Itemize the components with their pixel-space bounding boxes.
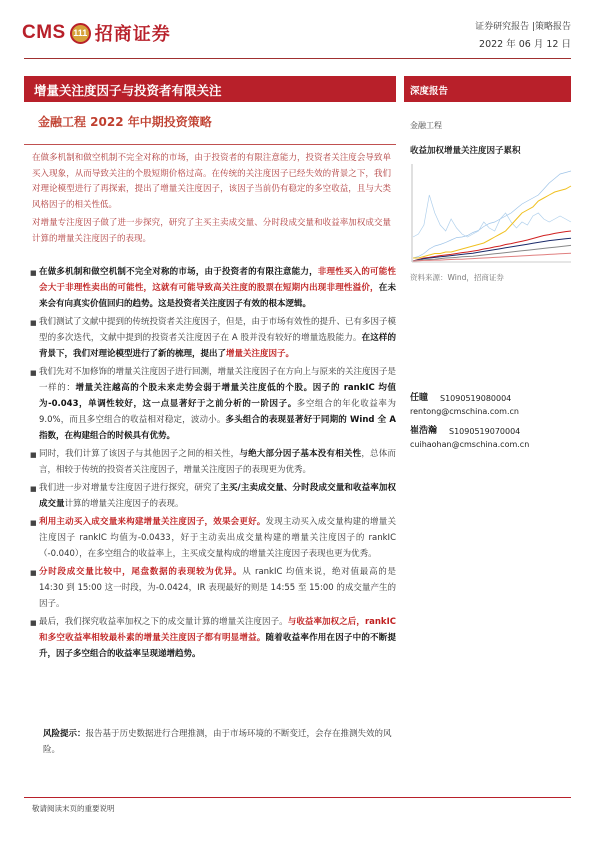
author-email[interactable]: cuihaohan@cmschina.com.cn: [410, 440, 530, 449]
series-line-1: [413, 171, 571, 258]
sidebar-chart-title: 收益加权增量关注度因子累积: [410, 146, 521, 156]
key-point-segment: 我们测试了文献中提到的传统投资者关注度因子，但是，由于市场有效性的提升、已有多因子模型的多次迭代，文献中提到的投资者关注度因子在 A 股并没有较好的增量选股能力。: [39, 317, 397, 343]
author-email[interactable]: rentong@cmschina.com.cn: [410, 407, 519, 416]
company-logo: [22, 20, 171, 46]
footer-note: 敬请阅读末页的重要说明: [32, 804, 115, 813]
bullet-square-icon: ■: [30, 485, 37, 493]
key-point-item: [30, 314, 396, 362]
bullet-square-icon: ■: [30, 369, 37, 377]
author-name: 崔浩瀚: [410, 426, 438, 436]
key-point-segment: 多空组合的年化收益率为 9.0%，而且多空组合的收益相对稳定，波动小。: [39, 399, 396, 425]
key-points-list: [30, 264, 396, 664]
series-line-2: [413, 195, 571, 237]
key-point-segment: 我们进一步对增量专注度因子进行探究，研究了: [39, 483, 221, 493]
logo-cms-text: CMS: [22, 22, 66, 43]
key-point-segment: 与绝大部分因子基本没有相关性: [239, 449, 362, 459]
report-title: 增量关注度因子与投资者有限关注: [34, 83, 222, 98]
series-line-4: [413, 231, 571, 261]
key-point-segment: 最后，我们探究收益率加权之下的成交量计算的增量关注度因子。: [39, 617, 288, 627]
key-point-item: [30, 364, 396, 444]
key-point-segment: 随着收益率作用在因子中的不断提升，因子多空组合的收益率呈现递增趋势。: [39, 633, 396, 659]
key-point-segment: 从 rankIC 均值来说，绝对值最高的是 14:30 到 15:00 这一时段，为-0.0424，IR 表现最好的则是 14:55 至 15:00 的成交量产生的因子。: [39, 567, 396, 609]
bullet-square-icon: ■: [30, 269, 37, 277]
author-cert: S1090519080004: [440, 394, 512, 403]
risk-warning: [43, 726, 396, 758]
key-point-segment: 在做多机制和做空机制不完全对称的市场，由于投资者的有限注意能力，: [39, 267, 318, 277]
key-point-item: [30, 514, 396, 562]
authors-block: [410, 392, 529, 458]
header-divider: [24, 58, 571, 59]
key-point-text: [39, 314, 396, 362]
header-meta: [475, 19, 571, 53]
key-point-segment: 分时段成交量比较中，尾盘数据的表现较为优异。: [39, 567, 243, 577]
risk-label: 风险提示：: [43, 729, 86, 739]
key-point-item: [30, 480, 396, 512]
risk-text: 报告基于历史数据进行合理推测，由于市场环境的不断变迁，会存在推测失效的风险。: [43, 729, 392, 755]
sidebar-tag: [404, 76, 571, 102]
key-point-segment: 主买/主卖成交量、分时段成交量和收益率加权成交量: [39, 483, 396, 509]
summary-paragraph: 在做多机制和做空机制不完全对称的市场，由于投资者的有限注意能力，投资者关注度会导致单买入现象，从而导致关注的个股短期价格过高。在传统的关注度因子已经失效的背景之下，我们对理论模型进行了再探索，提出了增量关注度因子，该因子当前仍有稳定的多空收益，且与大类风格因子的相关性低。: [32, 153, 391, 210]
author-row: [410, 392, 529, 405]
key-point-segment: 利用主动买入成交量来构建增量关注度因子，效果会更好。: [39, 517, 266, 527]
logo-badge-icon: 111: [70, 23, 91, 44]
key-point-segment: 增量关注度因子。: [226, 349, 295, 359]
key-point-text: [39, 264, 396, 312]
key-point-segment: ，总体而言，相较于传统的投资者关注度因子，增量关注度因子的表现更为优秀。: [39, 449, 396, 475]
key-point-item: [30, 264, 396, 312]
key-point-text: [39, 446, 396, 478]
author-row: [410, 425, 529, 438]
summary-box: [24, 144, 396, 258]
chart-source: 资料来源：Wind，招商证券: [410, 273, 504, 282]
report-type: 证券研究报告 |策略报告: [475, 22, 571, 32]
summary-paragraph: 对增量专注度因子做了进一步探究，研究了主买主卖成交量、分时段成交量和收益率加权成交量计算的增量关注度因子的表现。: [32, 218, 391, 244]
author-name: 任瞳: [410, 393, 429, 403]
key-point-item: [30, 446, 396, 478]
author-cert: S1090519070004: [449, 427, 521, 436]
key-point-text: [39, 514, 396, 562]
key-point-segment: 在这样的背景下，我们对理论模型进行了新的梳理，提出了: [39, 333, 396, 359]
key-point-segment: 同时，我们计算了该因子与其他因子之间的相关性，: [39, 449, 240, 459]
key-point-text: [39, 480, 396, 512]
key-point-segment: 多头组合的表现显著好于同期的 Wind 全 A 指数，在构建组合的时候具有优势。: [39, 415, 396, 441]
key-point-segment: 与收益率加权之后，rankIC 和多空收益率相较最朴素的增量关注度因子都有明显增益。: [39, 617, 396, 643]
report-subtitle: 金融工程 2022 年中期投资策略: [38, 115, 212, 129]
bullet-square-icon: ■: [30, 451, 37, 459]
key-point-text: [39, 614, 396, 662]
report-date: 2022 年 06 月 12 日: [479, 39, 571, 50]
bullet-square-icon: ■: [30, 619, 37, 627]
key-point-segment: 在未来会有向真实价值回归的趋势。这是投资者关注度因子有效的根本逻辑。: [39, 283, 396, 309]
footer-divider: [24, 797, 571, 798]
report-title-bar: [24, 76, 396, 102]
key-point-segment: 非理性买入的可能性会大于非理性卖出的可能性，这就有可能导致高关注度的股票在短期内出现非理性溢价，: [39, 267, 396, 293]
key-point-segment: 我们先对不加修饰的增量关注度因子进行回测，增量关注度因子在方向上与原来的关注度因子是一样的：: [39, 367, 397, 393]
key-point-item: [30, 564, 396, 612]
key-point-segment: 计算的增量关注度因子的表现。: [64, 499, 184, 509]
logo-cn-text: 招商证券: [94, 24, 171, 45]
key-point-item: [30, 614, 396, 662]
factor-cumulative-chart: [408, 160, 575, 266]
sidebar-industry: 金融工程: [410, 121, 442, 130]
bullet-square-icon: ■: [30, 519, 37, 527]
bullet-square-icon: ■: [30, 569, 37, 577]
key-point-text: [39, 364, 396, 444]
sidebar-tag-label: 深度报告: [410, 86, 449, 97]
key-point-segment: 发现主动买入成交量构建的增量关注度因子 rankIC 均值为-0.0433，好于主动卖出成交量构建的增量关注度因子的 rankIC（-0.040），在多空组合的收益率上，主买成交量构成的增量关注度因子表现也更为优秀。: [39, 517, 396, 559]
key-point-text: [39, 564, 396, 612]
bullet-square-icon: ■: [30, 319, 37, 327]
key-point-segment: 增量关注越高的个股未来走势会弱于增量关注度低的个股。因子的 rankIC 均值为-0.043，单调性较好，这一点显著好于之前分析的一阶因子。: [39, 383, 396, 409]
